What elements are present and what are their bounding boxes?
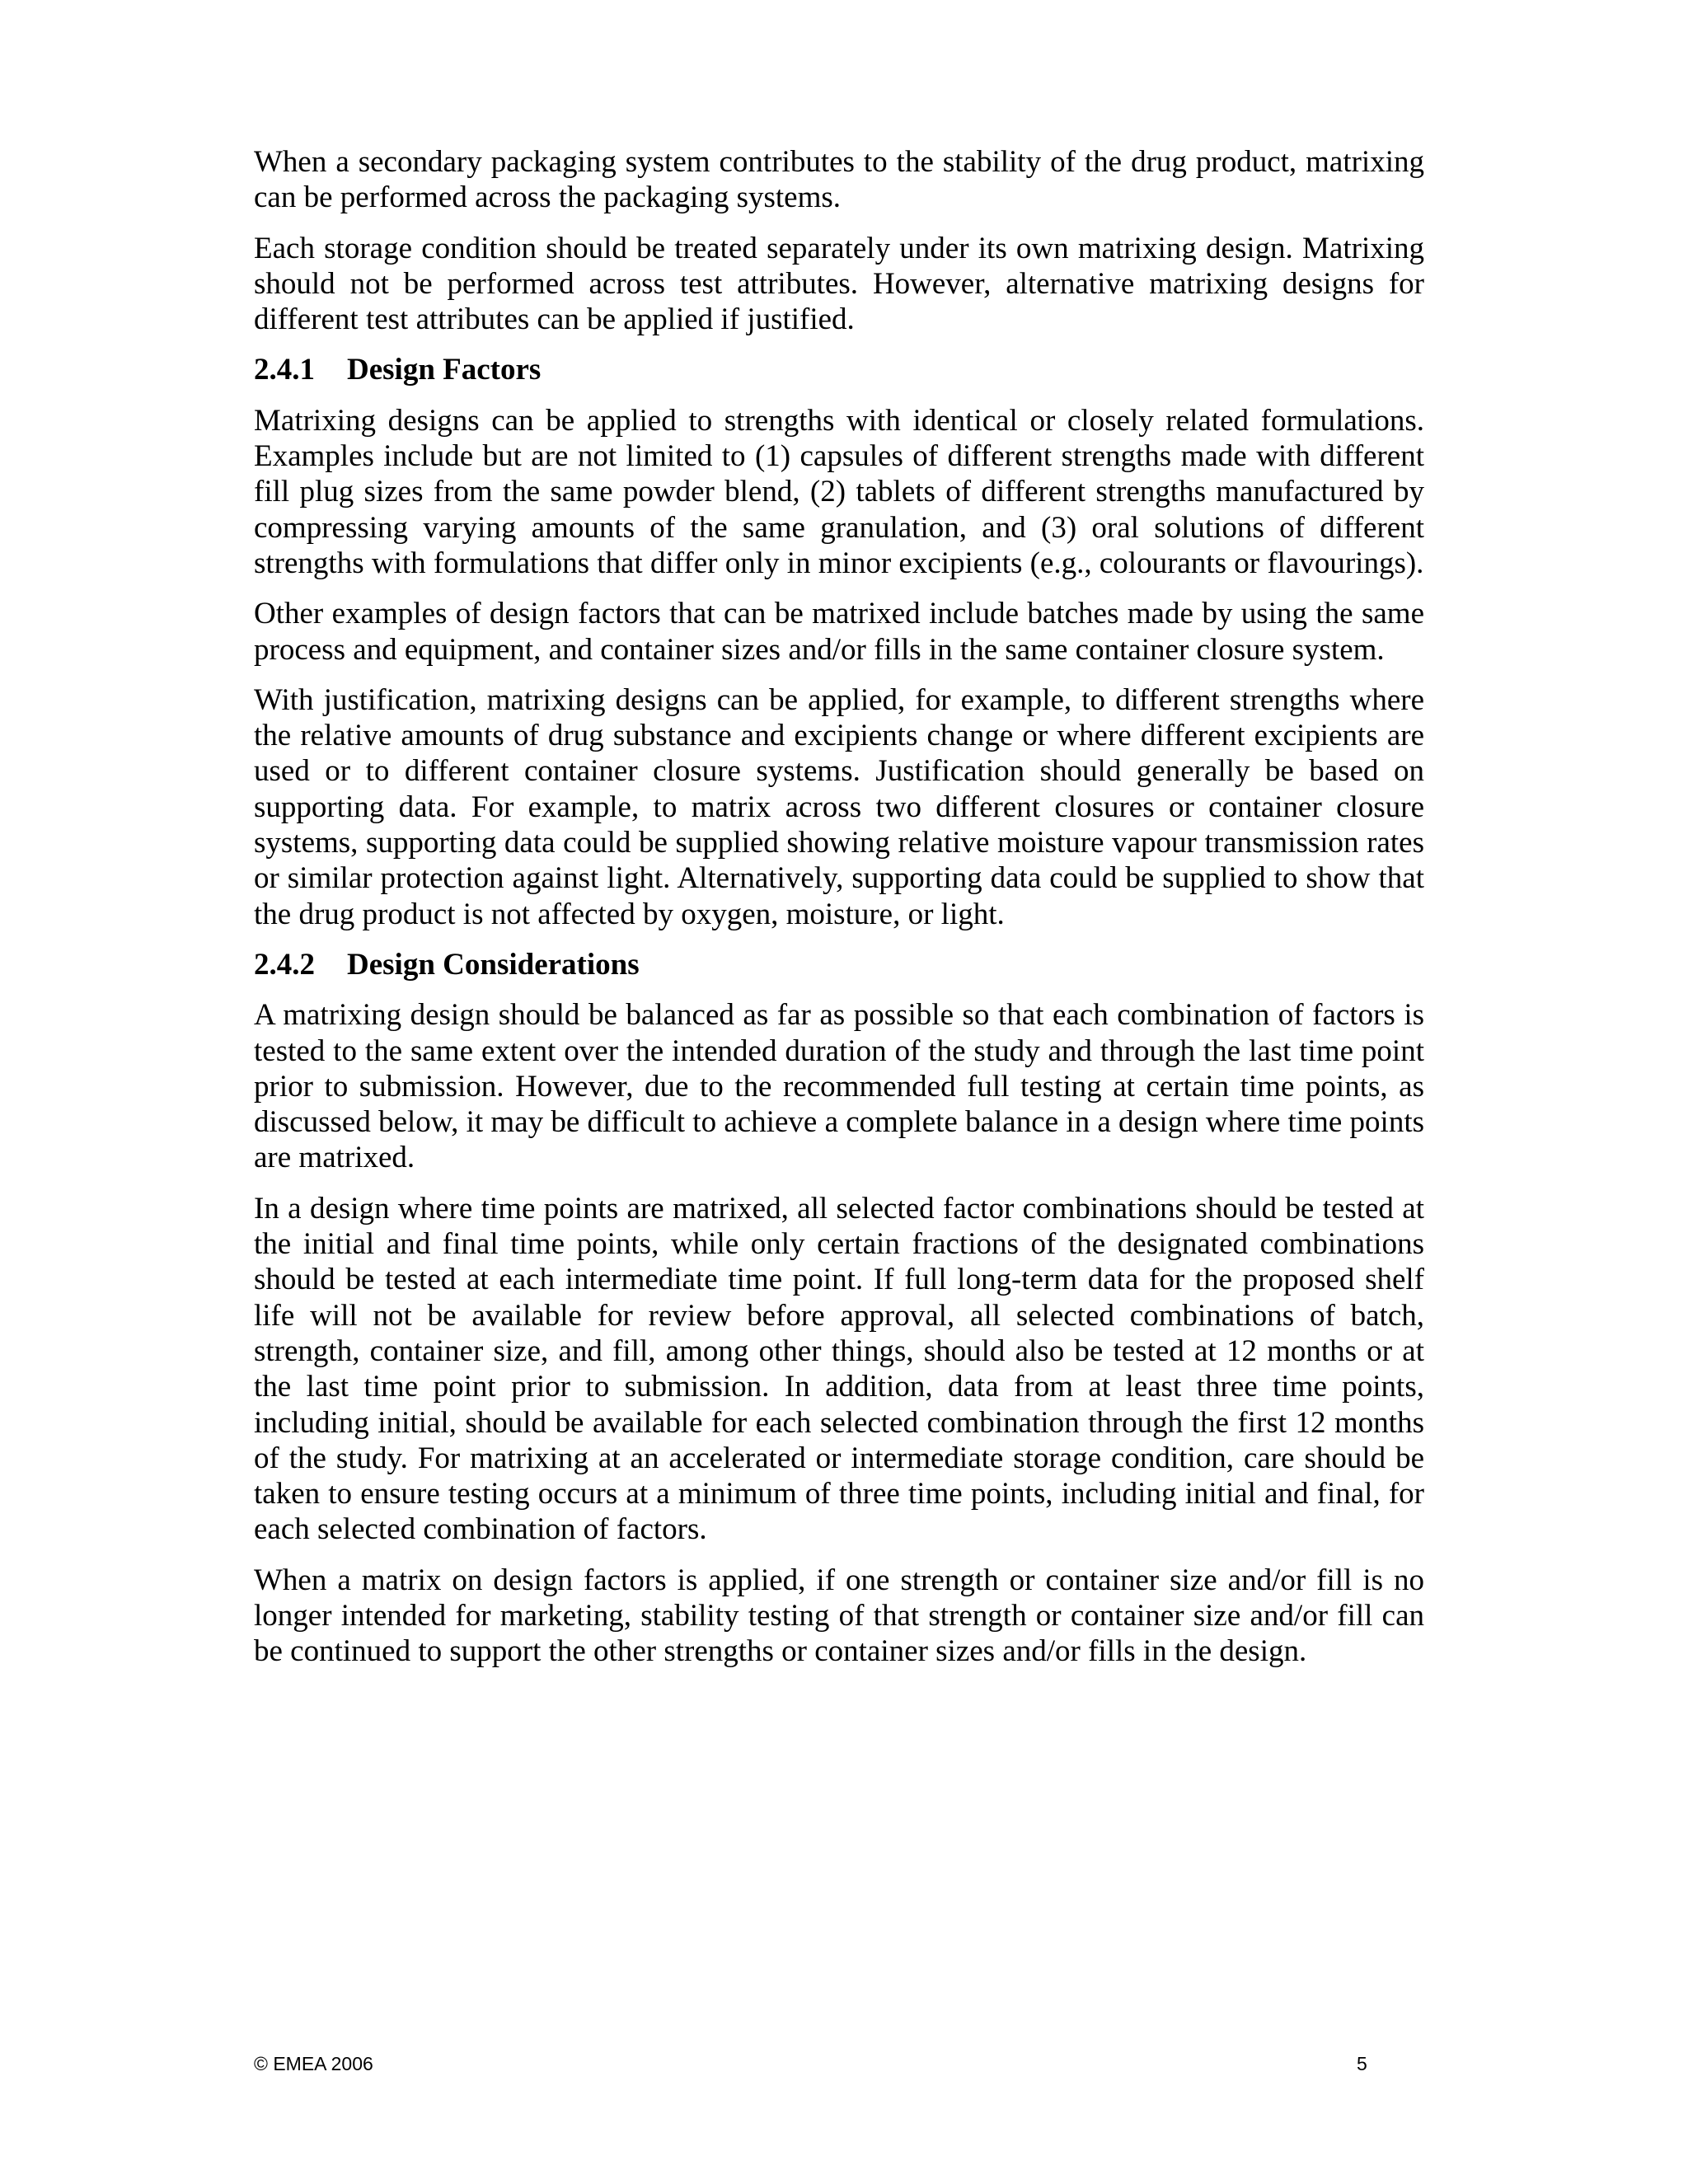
paragraph-storage-condition: Each storage condition should be treated separately under its own matrixing design. Matrixing should not be performed across test attributes. However, alternative matrixing designs for different test attributes can be applied if justified. [254,231,1424,337]
section-title: Design Factors [347,353,542,387]
section-title: Design Considerations [347,947,640,982]
paragraph-other-examples: Other examples of design factors that can be matrixed include batches made by using the same process and equipment, and container sizes and/or fills in the same container closure system. [254,597,1424,667]
paragraph-balanced-design: A matrixing design should be balanced as far as possible so that each combination of factors is tested to the same extent over the intended duration of the study and through the last time point prior to submission. However, due to the recommended full testing at certain time points, as discussed below, it may be difficult to achieve a complete balance in a design where time points are matrixed. [254,998,1424,1175]
paragraph-secondary-packaging: When a secondary packaging system contributes to the stability of the drug product, matrixing can be performed across the packaging systems. [254,145,1424,215]
paragraph-matrixing-strengths: Matrixing designs can be applied to strengths with identical or closely related formulations. Examples include but are not limited to (1) capsules of different strengths made with different fill plug sizes from the same powder blend, (2) tablets of different strengths manufactured by compressing varying amounts of the same granulation, and (3) oral solutions of different strengths with formulations that differ only in minor excipients (e.g., colourants or flavourings). [254,403,1424,580]
footer-copyright: © EMEA 2006 [254,2053,373,2074]
paragraph-time-points: In a design where time points are matrixed, all selected factor combinations should be tested at the initial and final time points, while only certain fractions of the designated combinations should be tested at each intermediate time point. If full long-term data for the proposed shelf life will not be available for review before approval, all selected combinations of batch, strength, container size, and fill, among other things, should also be tested at 12 months or at the last time point prior to submission. In addition, data from at least three time points, including initial, should be available for each selected combination through the first 12 months of the study. For matrixing at an accelerated or intermediate storage condition, care should be taken to ensure testing occurs at a minimum of three time points, including initial and final, for each selected combination of factors. [254,1191,1424,1547]
paragraph-design-factors-matrix: When a matrix on design factors is applied, if one strength or container size and/or fill is no longer intended for marketing, stability testing of that strength or container size and/or fill can be continued to support the other strengths or container sizes and/or fills in the design. [254,1563,1424,1669]
section-heading-design-considerations [254,947,1424,982]
paragraph-justification: With justification, matrixing designs can be applied, for example, to different strengths where the relative amounts of drug substance and excipients change or where different excipients are used or to different container closure systems. Justification should generally be based on supporting data. For example, to matrix across two different closures or container closure systems, supporting data could be supplied showing relative moisture vapour transmission rates or similar protection against light. Alternatively, supporting data could be supplied to show that the drug product is not affected by oxygen, moisture, or light. [254,682,1424,931]
section-heading-design-factors [254,352,1424,387]
section-number: 2.4.2 [254,947,315,982]
section-number: 2.4.1 [254,353,315,387]
document-body [254,144,1424,1685]
footer-page-number: 5 [1357,2053,1367,2074]
